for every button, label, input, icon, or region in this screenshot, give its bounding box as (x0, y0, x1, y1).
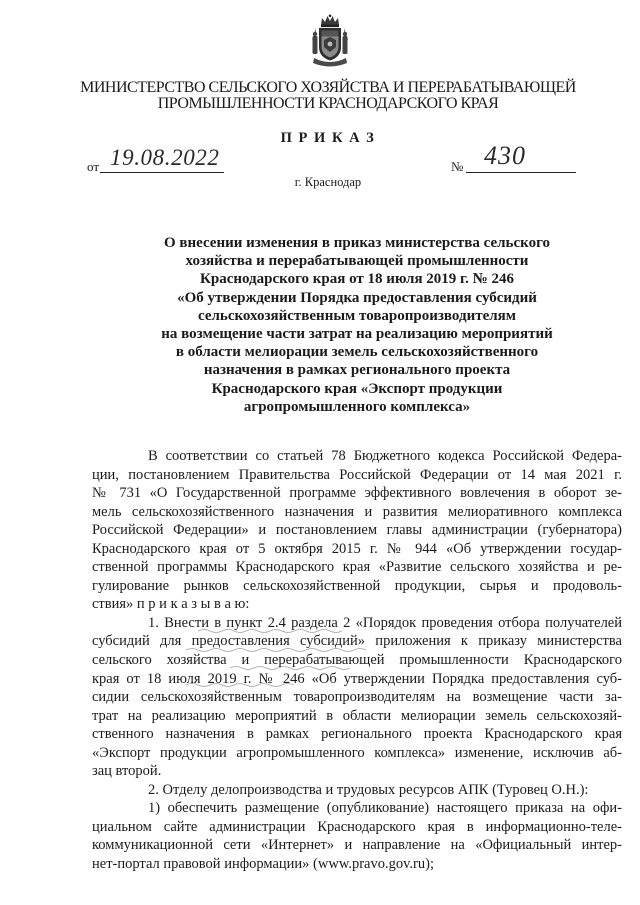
body-line: мель сельскохозяйственного назначения и развития мелиоративного комплекса (92, 503, 622, 520)
body-line: края от 18 июля 2019 г. № 246 «Об утверждении Порядка предоставления суб- (92, 670, 622, 687)
title-line: в области мелиорации земель сельскохозяйственного (175, 344, 539, 361)
body-line: нет-портал правовой информации» (www.pravo.gov.ru); (92, 856, 434, 873)
handwritten-order-number: 430 (484, 141, 526, 170)
body-line: 1) обеспечить размещение (опубликование) настоящего приказа на офи- (148, 800, 622, 817)
body-line: гулирование рынков сельскохозяйственной продукции, сырья и продоволь- (92, 577, 622, 594)
ministry-name-line-2: ПРОМЫШЛЕННОСТИ КРАСНОДАРСКОГО КРАЯ (157, 95, 499, 112)
body-line: ствия» п р и к а з ы в а ю: (92, 596, 250, 613)
date-prefix: от (87, 159, 100, 174)
city-label: г. Краснодар (294, 175, 362, 189)
title-line: хозяйства и перерабатывающей промышленности (185, 253, 529, 270)
body-line: № 731 «О Государственной программе эффективного вовлечения в оборот зе- (92, 485, 622, 502)
body-line: 1. Внести в пункт 2.4 раздела 2 «Порядок проведения отбора получателей (148, 614, 622, 631)
title-line: Краснодарского края «Экспорт продукции (211, 380, 503, 397)
paragraph-preamble (92, 447, 622, 614)
date-underline (100, 172, 224, 173)
krasnodar-coat-of-arms-icon (310, 14, 350, 68)
number-underline (466, 172, 576, 173)
paragraph-subitem-2-1 (92, 799, 622, 873)
body-line: сидии сельскохозяйственным товаропроизводителям на возмещение части за- (92, 689, 622, 706)
body-line: субсидий для предоставления субсидий» приложения к приказу министерства (92, 633, 622, 650)
body-line: трат на реализацию мероприятий в области мелиорации земель сельскохозяй- (92, 707, 622, 724)
title-line: сельскохозяйственным товаропроизводителям (197, 307, 516, 324)
body-line: коммуникационной сети «Интернет» и направление на «Официальный интер- (92, 837, 622, 854)
body-line: циальном сайте администрации Краснодарского края в информационно-теле- (92, 818, 622, 835)
body-line: Российской Федерации» и постановлением главы администрации (губернатора) (92, 522, 622, 539)
order-title (92, 234, 622, 416)
title-line: агропромышленного комплекса» (243, 398, 471, 415)
handwritten-date: 19.08.2022 (110, 145, 220, 170)
title-line: О внесении изменения в приказ министерства сельского (163, 235, 551, 251)
document-type-heading: П Р И К А З (280, 130, 376, 146)
body-line: ции, постановлением Правительства Российской Федерации от 14 мая 2021 г. (92, 466, 622, 483)
paragraph-item-1 (92, 614, 622, 781)
ministry-name-line-1: МИНИСТЕРСТВО СЕЛЬСКОГО ХОЗЯЙСТВА И ПЕРЕРАБАТЫВАЮЩЕЙ (80, 79, 576, 96)
body-line: ственного назначения в рамках регионального проекта Краснодарского края (92, 726, 622, 743)
title-line: на возмещение части затрат на реализацию мероприятий (161, 326, 553, 343)
body-line: Краснодарского края от 5 октября 2015 г. № 944 «Об утверждении государ- (92, 540, 622, 557)
paragraph-item-2 (92, 781, 622, 800)
title-line: Краснодарского края от 18 июля 2019 г. № 246 (199, 271, 515, 288)
body-line: «Экспорт продукции агропромышленного комплекса» изменение, исключив аб- (92, 744, 622, 761)
body-line: 2. Отделу делопроизводства и трудовых ресурсов АПК (Туровец О.Н.): (148, 781, 589, 798)
title-line: «Об утверждении Порядка предоставления субсидий (177, 289, 537, 306)
number-prefix: № (451, 159, 464, 174)
body-line: В соответствии со статьей 78 Бюджетного кодекса Российской Федера- (148, 448, 622, 464)
body-line: ственной программы Краснодарского края «Развитие сельского хозяйства и ре- (92, 559, 622, 576)
body-line: зац второй. (92, 763, 162, 780)
title-line: назначения в рамках регионального проекта (203, 362, 511, 379)
order-body (92, 447, 622, 874)
body-line: сельского хозяйства и перерабатывающей промышленности Краснодарского (92, 652, 622, 669)
